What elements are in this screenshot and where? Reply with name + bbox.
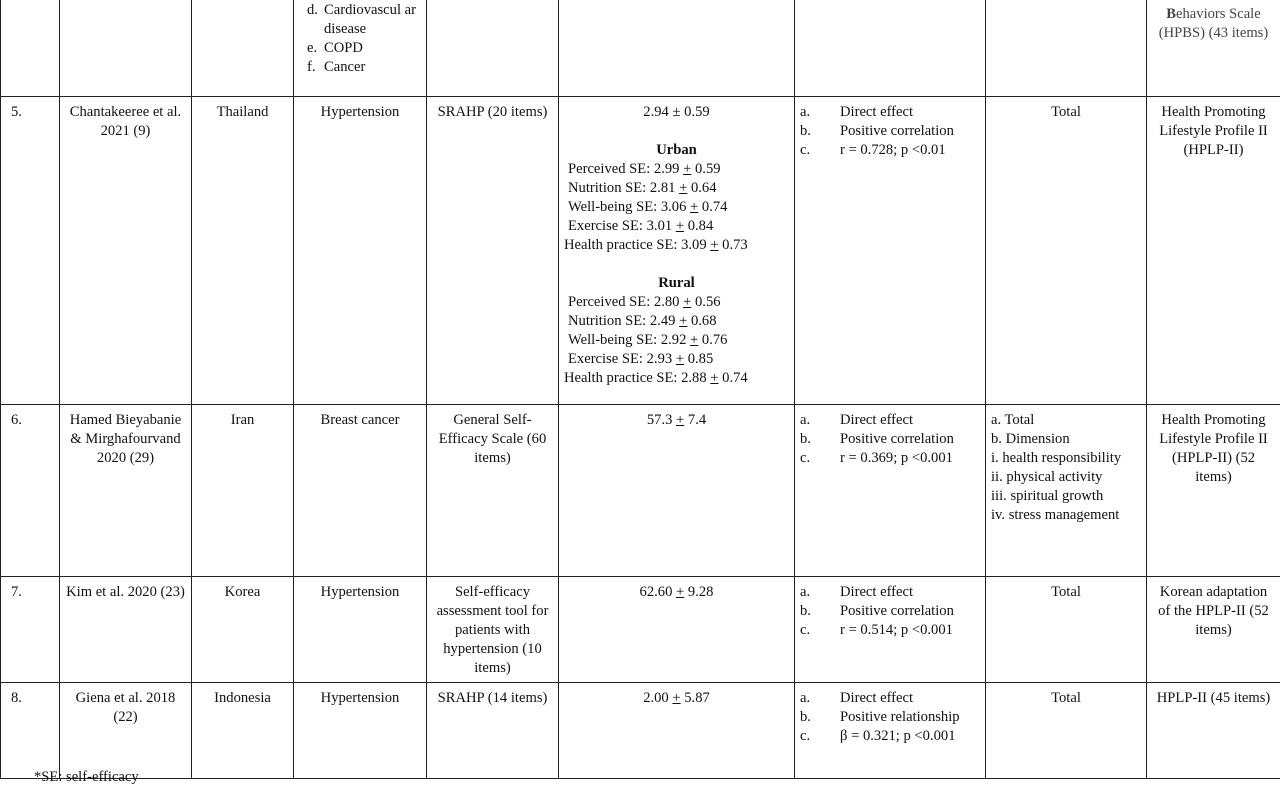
cell-dimension [986, 404, 1147, 576]
cell-score: 2.00 + 5.87 [559, 682, 795, 778]
relationship-item: a. Direct effect [800, 411, 914, 428]
cell-population [294, 0, 427, 96]
table-row [1, 0, 1280, 96]
cell-population: Breast cancer [294, 404, 427, 576]
cell-score: 57.3 + 7.4 [559, 404, 795, 576]
relationship-item: b. Positive correlation [800, 430, 954, 447]
dimension-line: ii. physical activity [991, 468, 1103, 485]
score-total: 2.94 ± 0.59 [643, 103, 710, 120]
dimension-line: i. health responsibility [991, 449, 1122, 466]
relationship-item: a. Direct effect [800, 103, 914, 120]
condition-item: f. Cancer [307, 59, 366, 75]
outcome-first-letter: B [1166, 6, 1177, 22]
urban-item: Health practice SE: 3.09 + 0.73 [564, 236, 748, 253]
relationship-item: a. Direct effect [800, 689, 914, 706]
cell-outcome: HPLP-II (45 items) [1147, 682, 1280, 778]
relationship-item: b. Positive relationship [800, 708, 960, 725]
cell-scale: SRAHP (20 items) [427, 96, 559, 404]
cell-relationship [795, 404, 986, 576]
table-row [1, 576, 1280, 682]
table-row [1, 404, 1280, 576]
relationship-item: b. Positive correlation [800, 122, 954, 139]
cell-study: Kim et al. 2020 (23) [60, 576, 192, 682]
relationship-item: b. Positive correlation [800, 602, 954, 619]
dimension-line: a. Total [991, 411, 1035, 428]
cell-dimension [986, 0, 1147, 96]
cell-country: Indonesia [192, 682, 294, 778]
dimension-line: b. Dimension [991, 430, 1070, 447]
relationship-item: c. r = 0.728; p <0.01 [800, 141, 946, 158]
cell-dimension: Total [986, 682, 1147, 778]
footnote: *SE: self-efficacy [34, 769, 139, 785]
relationship-item: c. r = 0.514; p <0.001 [800, 621, 953, 638]
rural-item: Health practice SE: 2.88 + 0.74 [564, 369, 748, 386]
cell-study: Giena et al. 2018 (22) [60, 682, 192, 778]
relationship-item: a. Direct effect [800, 583, 914, 600]
cell-outcome: Health Promoting Lifestyle Profile II (HPLP-II) [1147, 96, 1280, 404]
dimension-line: iii. spiritual growth [991, 487, 1104, 504]
cell-num: 8. [1, 682, 60, 778]
cell-score [559, 0, 795, 96]
urban-heading: Urban [656, 141, 697, 158]
rural-item: Perceived SE: 2.80 + 0.56 [568, 293, 721, 310]
cell-scale [427, 0, 559, 96]
cell-scale: SRAHP (14 items) [427, 682, 559, 778]
urban-item: Well-being SE: 3.06 + 0.74 [568, 198, 728, 215]
cell-dimension: Total [986, 96, 1147, 404]
table-row [1, 96, 1280, 404]
cell-study: Hamed Bieyabanie & Mirghafourvand 2020 (29) [60, 404, 192, 576]
cell-relationship [795, 0, 986, 96]
cell-country: Iran [192, 404, 294, 576]
cell-num: 5. [1, 96, 60, 404]
cell-scale: Self-efficacy assessment tool for patients with hypertension (10 items) [427, 576, 559, 682]
cell-relationship [795, 96, 986, 404]
cell-outcome: Korean adaptation of the HPLP-II (52 items) [1147, 576, 1280, 682]
outcome-text: ehaviors Scale (HPBS) (43 items) [1158, 6, 1269, 41]
cell-country: Korea [192, 576, 294, 682]
cell-num: 6. [1, 404, 60, 576]
cell-study: Chantakeeree et al. 2021 (9) [60, 96, 192, 404]
rural-item: Well-being SE: 2.92 + 0.76 [568, 331, 728, 348]
condition-item: e. COPD [307, 40, 363, 56]
cell-score [559, 96, 795, 404]
cell-country: Thailand [192, 96, 294, 404]
urban-item: Nutrition SE: 2.81 + 0.64 [568, 179, 717, 196]
relationship-item: c. r = 0.369; p <0.001 [800, 449, 953, 466]
table-row [1, 682, 1280, 778]
cell-outcome: Health Promoting Lifestyle Profile II (HPLP-II) (52 items) [1147, 404, 1280, 576]
cell-num [1, 0, 60, 96]
cell-relationship [795, 576, 986, 682]
rural-heading: Rural [658, 274, 695, 291]
dimension-line: iv. stress management [991, 506, 1120, 523]
rural-item: Exercise SE: 2.93 + 0.85 [568, 350, 714, 367]
relationship-item: c. β = 0.321; p <0.001 [800, 727, 956, 744]
urban-item: Exercise SE: 3.01 + 0.84 [568, 217, 714, 234]
cell-score: 62.60 + 9.28 [559, 576, 795, 682]
urban-item: Perceived SE: 2.99 + 0.59 [568, 160, 721, 177]
cell-population: Hypertension [294, 682, 427, 778]
cell-outcome [1147, 0, 1280, 96]
cell-dimension: Total [986, 576, 1147, 682]
cell-study [60, 0, 192, 96]
condition-item: d. Cardiovascul ar disease [307, 2, 416, 37]
cell-population: Hypertension [294, 576, 427, 682]
cell-relationship [795, 682, 986, 778]
cell-scale: General Self-Efficacy Scale (60 items) [427, 404, 559, 576]
rural-item: Nutrition SE: 2.49 + 0.68 [568, 312, 717, 329]
cell-country [192, 0, 294, 96]
cell-num: 7. [1, 576, 60, 682]
cell-population: Hypertension [294, 96, 427, 404]
